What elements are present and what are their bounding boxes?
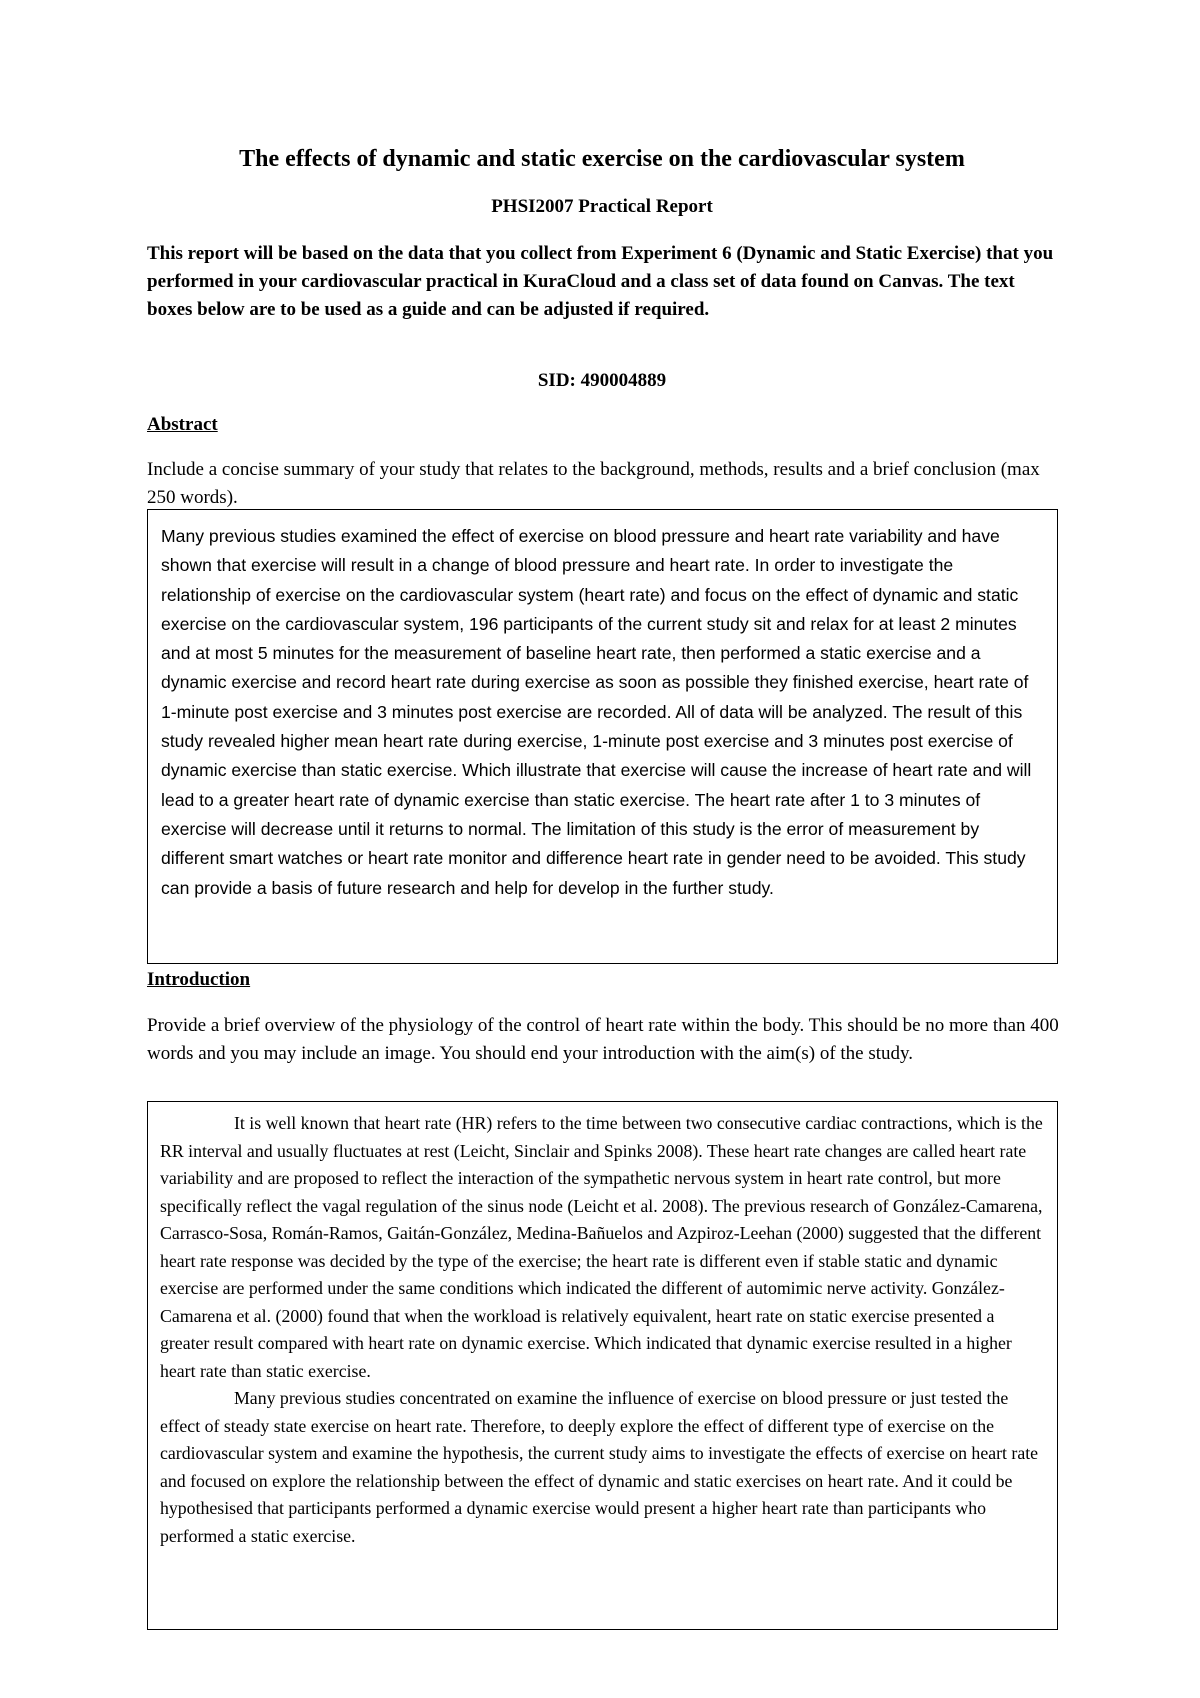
report-instructions: This report will be based on the data that you collect from Experiment 6 (Dynamic and Static Exercise) that you performed in your cardiovascular practical in KuraCloud and a class set of data found on Canvas. The text boxes below are to be used as a guide and can be adjusted if required. — [147, 243, 1054, 320]
student-id: SID: 490004889 — [537, 370, 667, 391]
introduction-prompt: Provide a brief overview of the physiology of the control of heart rate within the body. This should be no more than 400 words and you may include an image. You should end your introduction with the aim(s) of the study. — [147, 1015, 1059, 1064]
report-title: The effects of dynamic and static exercise on the cardiovascular system — [239, 146, 965, 172]
introduction-paragraph: It is well known that heart rate (HR) refers to the time between two consecutive cardiac contractions, which is the RR interval and usually fluctuates at rest (Leicht, Sinclair and Spinks 2008). These heart rate changes are called heart rate variability and are proposed to reflect the interaction of the sympathetic nervous system in heart rate control, but more specifically reflect the vagal regulation of the sinus node (Leicht et al. 2008). The previous research of González-Camarena, Carrasco-Sosa, Román-Ramos, Gaitán-González, Medina-Bañuelos and Azpiroz-Leehan (2000) suggested that the different heart rate response was decided by the type of the exercise; the heart rate is different even if stable static and dynamic exercise are performed under the same conditions which indicated the different of automimic nerve activity. González-Camarena et al. (2000) found that when the workload is relatively equivalent, heart rate on static exercise presented a greater result compared with heart rate on dynamic exercise. Which indicated that dynamic exercise resulted in a higher heart rate than static exercise. — [160, 1113, 1043, 1381]
introduction-heading: Introduction — [147, 969, 251, 990]
abstract-text-box[interactable] — [147, 509, 1058, 964]
report-subtitle: PHSI2007 Practical Report — [491, 196, 713, 217]
introduction-paragraph: Many previous studies concentrated on examine the influence of exercise on blood pressure or just tested the effect of steady state exercise on heart rate. Therefore, to deeply explore the effect of different type of exercise on the cardiovascular system and examine the hypothesis, the current study aims to investigate the effects of exercise on heart rate and focused on explore the relationship between the effect of dynamic and static exercises on heart rate. And it could be hypothesised that participants performed a dynamic exercise would present a higher heart rate than participants who performed a static exercise. — [160, 1388, 1039, 1546]
abstract-body: Many previous studies examined the effect of exercise on blood pressure and heart rate variability and have shown that exercise will result in a change of blood pressure and heart rate. In order to investigate the relationship of exercise on the cardiovascular system (heart rate) and focus on the effect of dynamic and static exercise on the cardiovascular system, 196 participants of the current study sit and relax for at least 2 minutes and at most 5 minutes for the measurement of baseline heart rate, then performed a static exercise and a dynamic exercise and record heart rate during exercise as soon as possible they finished exercise, heart rate of 1-minute post exercise and 3 minutes post exercise are recorded. All of data will be analyzed. The result of this study revealed higher mean heart rate during exercise, 1-minute post exercise and 3 minutes post exercise of dynamic exercise than static exercise. Which illustrate that exercise will cause the increase of heart rate and will lead to a greater heart rate of dynamic exercise than static exercise. The heart rate after 1 to 3 minutes of exercise will decrease until it returns to normal. The limitation of this study is the error of measurement by different smart watches or heart rate monitor and difference heart rate in gender need to be avoided. This study can provide a basis of future research and help for develop in the further study. — [161, 526, 1032, 898]
introduction-text-box[interactable] — [147, 1101, 1058, 1630]
abstract-prompt: Include a concise summary of your study that relates to the background, methods, results and a brief conclusion (max 250 words). — [147, 459, 1040, 508]
abstract-heading: Abstract — [147, 414, 218, 435]
